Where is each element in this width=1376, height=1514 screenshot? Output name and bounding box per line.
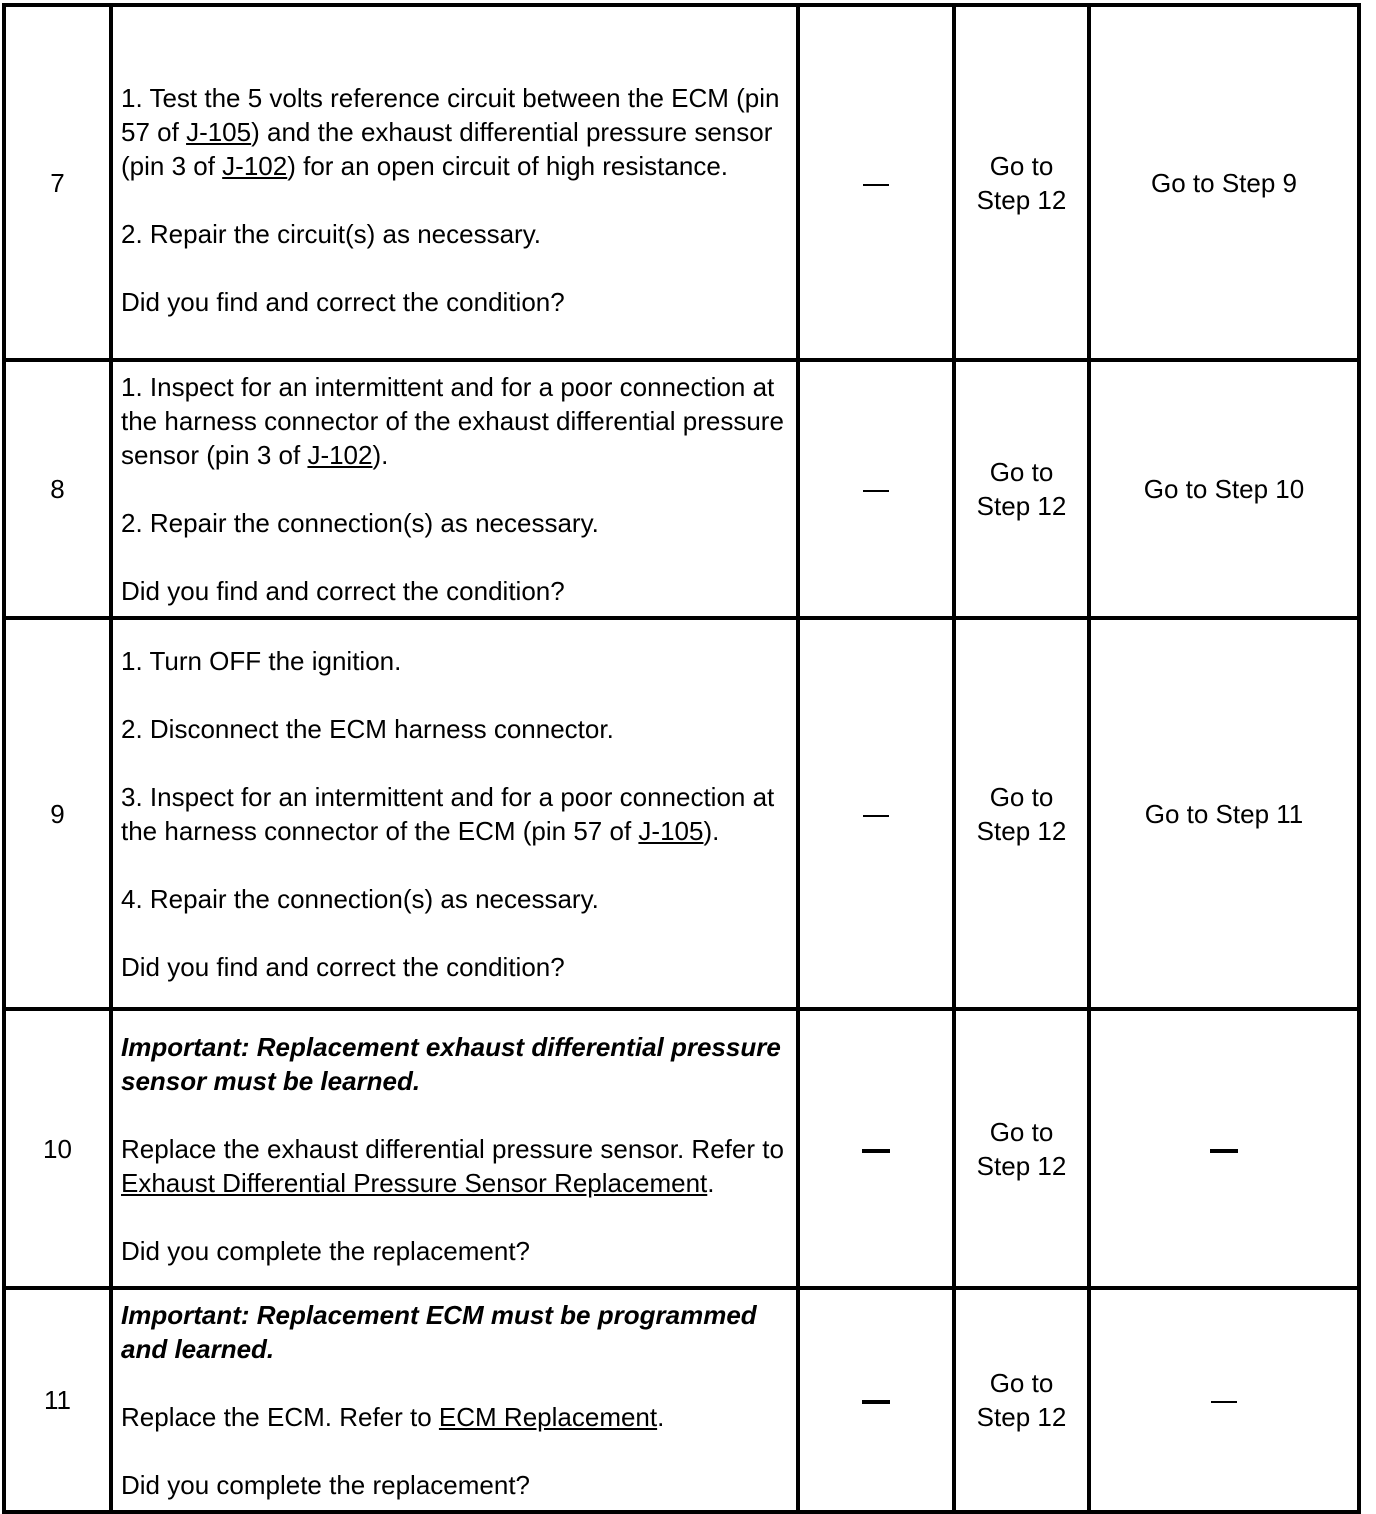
paragraph-gap xyxy=(121,251,786,285)
action-text: 1. Test the 5 volts reference circuit between the ECM (pin 57 of xyxy=(121,82,780,147)
action-paragraph xyxy=(121,712,786,746)
action-paragraph xyxy=(121,950,786,984)
no-action xyxy=(1089,1009,1359,1288)
paragraph-gap xyxy=(121,1098,786,1132)
action-text: Important: Replacement ECM must be programmed and learned. xyxy=(121,1300,757,1364)
no-action-text: Go to Step 9 xyxy=(1151,167,1297,198)
no-action-dash xyxy=(1211,1401,1237,1403)
no-action xyxy=(1089,618,1359,1009)
reference-link[interactable]: Exhaust Differential Pressure Sensor Replacement xyxy=(121,1167,708,1198)
step-action xyxy=(111,1009,798,1288)
action-text: . xyxy=(657,1402,665,1432)
action-text: Replace the ECM. Refer to xyxy=(121,1402,439,1432)
action-paragraph xyxy=(121,644,786,678)
action-text: Replace the exhaust differential pressure sensor. Refer to xyxy=(121,1133,784,1164)
values-cell xyxy=(798,1009,954,1288)
step-number: 11 xyxy=(4,1288,111,1512)
values-dash xyxy=(862,1149,890,1153)
yes-action-text: Go to Step 12 xyxy=(976,1368,1067,1432)
action-text: 1. Turn OFF the ignition. xyxy=(121,645,402,676)
values-cell xyxy=(798,618,954,1009)
table-row xyxy=(4,1009,1359,1288)
action-paragraph xyxy=(121,1132,786,1200)
values-dash xyxy=(863,815,889,817)
action-text: ) for an open circuit of high resistance. xyxy=(287,150,728,181)
no-action xyxy=(1089,360,1359,618)
no-action-text: Go to Step 10 xyxy=(1143,474,1305,504)
important-note xyxy=(121,1030,786,1098)
paragraph-gap xyxy=(121,47,786,81)
table-row xyxy=(4,1288,1359,1512)
reference-link[interactable]: J-102 xyxy=(307,440,373,470)
action-paragraph xyxy=(121,370,786,472)
reference-link[interactable]: J-105 xyxy=(638,815,704,846)
values-dash xyxy=(863,490,889,492)
step-action xyxy=(111,618,798,1009)
step-number: 10 xyxy=(4,1009,111,1288)
action-text: 3. Inspect for an intermittent and for a poor connection at the harness connector of the ECM (pin 57 of xyxy=(121,781,775,846)
action-text: Did you complete the replacement? xyxy=(121,1235,531,1266)
values-dash xyxy=(862,1400,890,1404)
paragraph-gap xyxy=(121,472,786,506)
action-text: Did you complete the replacement? xyxy=(121,1470,531,1500)
paragraph-gap xyxy=(121,678,786,712)
values-cell xyxy=(798,360,954,618)
reference-link[interactable]: J-105 xyxy=(186,116,252,147)
yes-action-text: Go to Step 12 xyxy=(976,150,1067,215)
table-row xyxy=(4,618,1359,1009)
yes-action xyxy=(954,1288,1089,1512)
action-text: . xyxy=(707,1167,715,1198)
no-action xyxy=(1089,1288,1359,1512)
action-text: 2. Disconnect the ECM harness connector. xyxy=(121,713,614,744)
yes-action xyxy=(954,5,1089,360)
yes-action-text: Go to Step 12 xyxy=(976,781,1067,846)
action-paragraph xyxy=(121,217,786,251)
values-dash xyxy=(863,184,889,186)
action-text: ) and the exhaust differential pressure sensor (pin 3 of xyxy=(121,116,773,181)
action-paragraph xyxy=(121,1468,786,1502)
action-paragraph xyxy=(121,81,786,183)
important-note xyxy=(121,1298,786,1366)
no-action-text: Go to Step 11 xyxy=(1144,798,1304,829)
yes-action-text: Go to Step 12 xyxy=(976,1116,1067,1181)
paragraph-gap xyxy=(121,540,786,574)
action-text: 1. Inspect for an intermittent and for a poor connection at the harness connector of the exhaust differential pressure sensor (pin 3 of xyxy=(121,372,784,470)
reference-link[interactable]: J-102 xyxy=(222,150,288,181)
action-text: ). xyxy=(703,815,720,846)
action-text: ). xyxy=(372,440,389,470)
action-paragraph xyxy=(121,285,786,319)
diagnostic-steps-table xyxy=(2,3,1361,1514)
no-action xyxy=(1089,5,1359,360)
yes-action-text: Go to Step 12 xyxy=(976,457,1067,521)
action-paragraph xyxy=(121,1400,786,1434)
yes-action xyxy=(954,618,1089,1009)
step-number: 9 xyxy=(4,618,111,1009)
step-number: 7 xyxy=(4,5,111,360)
action-paragraph xyxy=(121,506,786,540)
yes-action xyxy=(954,1009,1089,1288)
step-action xyxy=(111,360,798,618)
paragraph-gap xyxy=(121,1200,786,1234)
table-row xyxy=(4,5,1359,360)
action-text: Did you find and correct the condition? xyxy=(121,286,565,317)
paragraph-gap xyxy=(121,1434,786,1468)
action-text: Did you find and correct the condition? xyxy=(121,951,565,982)
values-cell xyxy=(798,5,954,360)
step-number: 8 xyxy=(4,360,111,618)
paragraph-gap xyxy=(121,746,786,780)
step-action xyxy=(111,5,798,360)
action-paragraph xyxy=(121,1234,786,1268)
table-row xyxy=(4,360,1359,618)
action-paragraph xyxy=(121,780,786,848)
reference-link[interactable]: ECM Replacement xyxy=(438,1402,658,1432)
paragraph-gap xyxy=(121,183,786,217)
paragraph-gap xyxy=(121,848,786,882)
action-paragraph xyxy=(121,574,786,608)
table-body xyxy=(4,5,1359,1512)
action-text: 4. Repair the connection(s) as necessary. xyxy=(121,883,599,914)
yes-action xyxy=(954,360,1089,618)
paragraph-gap xyxy=(121,916,786,950)
values-cell xyxy=(798,1288,954,1512)
action-paragraph xyxy=(121,882,786,916)
action-text: 2. Repair the circuit(s) as necessary. xyxy=(121,218,541,249)
no-action-dash xyxy=(1210,1149,1238,1153)
step-action xyxy=(111,1288,798,1512)
action-text: Important: Replacement exhaust differential pressure sensor must be learned. xyxy=(121,1031,781,1096)
paragraph-gap xyxy=(121,1366,786,1400)
action-text: 2. Repair the connection(s) as necessary. xyxy=(121,508,599,538)
action-text: Did you find and correct the condition? xyxy=(121,576,565,606)
